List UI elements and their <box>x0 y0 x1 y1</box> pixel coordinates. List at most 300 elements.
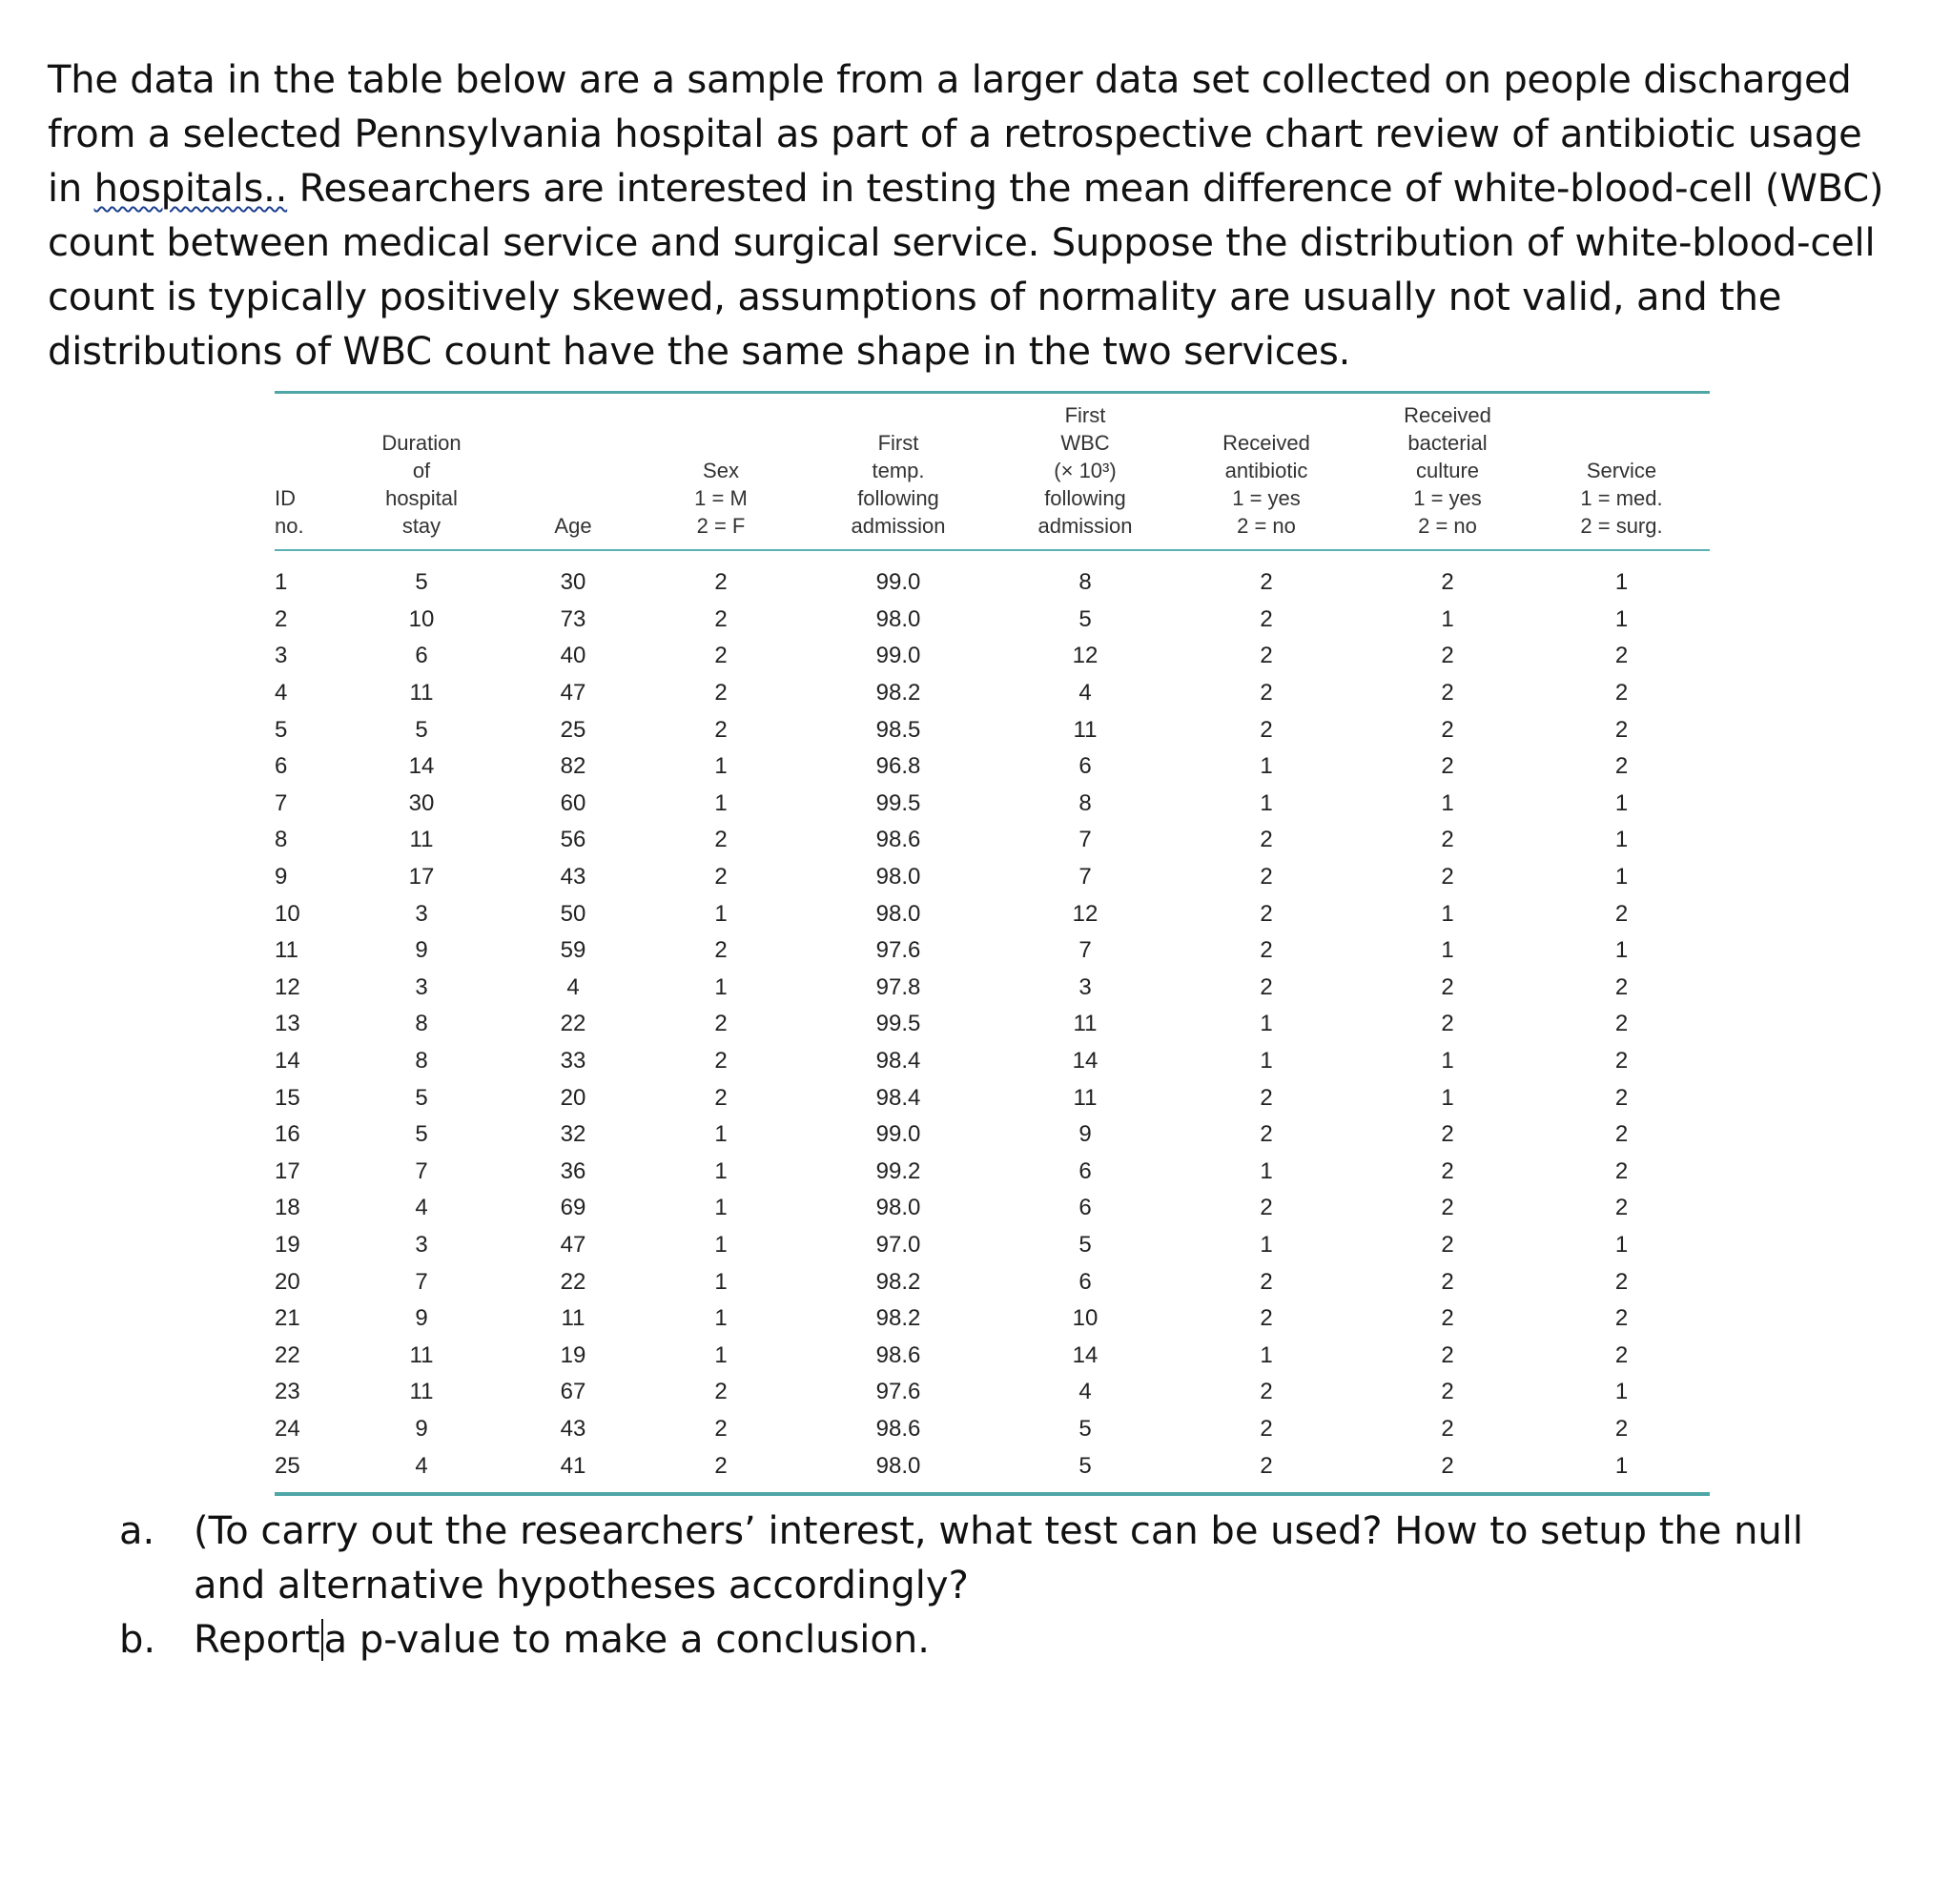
table-cell: 7 <box>415 1268 428 1295</box>
table-cell: 9 <box>415 937 428 964</box>
table-cell: 19 <box>560 1341 586 1368</box>
table-cell: 2 <box>1441 1011 1454 1037</box>
table-cell: 5 <box>415 1121 428 1148</box>
table-cell: 4 <box>275 680 288 706</box>
table-cell: 60 <box>560 789 586 816</box>
table-cell: 22 <box>275 1341 300 1368</box>
table-cell: 99.0 <box>875 1121 921 1148</box>
table-cell: 97.0 <box>875 1231 921 1258</box>
table-cell: 1 <box>1614 864 1629 891</box>
column-header-8 <box>1362 394 1533 549</box>
table-cell: 2 <box>1260 1195 1273 1221</box>
table-cell: 9 <box>415 1415 428 1442</box>
table-cell: 9 <box>275 864 288 891</box>
table-cell: 2 <box>1441 1415 1454 1442</box>
table-cell: 7 <box>415 1157 428 1184</box>
table-row <box>275 822 1710 859</box>
column-header-2 <box>341 394 502 549</box>
table-cell: 2 <box>1614 1305 1629 1332</box>
column-header-line: stay <box>401 514 442 538</box>
table-cell: 2 <box>1260 1121 1273 1148</box>
column-header-line: 2 = F <box>696 514 746 538</box>
table-row <box>275 711 1710 748</box>
table-cell: 11 <box>409 1341 434 1368</box>
table-cell: 1 <box>714 900 728 927</box>
column-header-line: Received <box>1222 431 1310 455</box>
table-row <box>275 932 1710 970</box>
question-list <box>119 1505 1883 1668</box>
table-cell: 2 <box>714 1011 728 1037</box>
text-cursor <box>321 1619 323 1661</box>
table-row <box>275 1337 1710 1374</box>
table-row <box>275 786 1710 823</box>
table-row <box>275 1411 1710 1448</box>
table-cell: 43 <box>560 864 586 891</box>
table-cell: 2 <box>1614 900 1629 927</box>
table-cell: 98.6 <box>875 827 921 853</box>
table-cell: 40 <box>560 643 586 669</box>
column-header-line: ID <box>275 486 296 510</box>
table-cell: 2 <box>1614 1157 1629 1184</box>
table-cell: 19 <box>275 1231 300 1258</box>
table-row <box>275 638 1710 675</box>
column-header-line: 1 = M <box>694 486 748 510</box>
table-row <box>275 1190 1710 1227</box>
table-cell: 2 <box>714 605 728 632</box>
table-cell: 1 <box>1441 900 1454 927</box>
table-cell: 2 <box>1441 753 1454 780</box>
column-header-line: 1 = yes <box>1232 486 1301 510</box>
table-cell: 59 <box>560 937 586 964</box>
table-row <box>275 675 1710 712</box>
table-cell: 11 <box>1073 1084 1098 1111</box>
table-row <box>275 1154 1710 1191</box>
table-cell: 97.6 <box>875 1379 921 1405</box>
table-cell: 7 <box>1078 864 1092 891</box>
table-cell: 2 <box>1614 1084 1629 1111</box>
table-cell: 2 <box>1614 973 1629 1000</box>
column-header-line: bacterial <box>1407 431 1488 455</box>
table-cell: 1 <box>1260 753 1273 780</box>
table-cell: 6 <box>1078 1268 1092 1295</box>
table-row <box>275 1006 1710 1043</box>
table-cell: 12 <box>1072 900 1099 927</box>
table-cell: 2 <box>1441 1231 1454 1258</box>
column-header-line: admission <box>1037 514 1133 538</box>
table-cell: 7 <box>1078 827 1092 853</box>
table-cell: 97.6 <box>875 937 921 964</box>
table-cell: 2 <box>714 827 728 853</box>
column-header-line: First <box>1064 403 1106 427</box>
table-cell: 6 <box>1078 1157 1092 1184</box>
table-cell: 98.4 <box>875 1084 921 1111</box>
table-cell: 2 <box>1441 1121 1454 1148</box>
table-cell: 2 <box>714 1048 728 1075</box>
table-cell: 98.0 <box>875 1195 921 1221</box>
table-cell: 3 <box>415 1231 428 1258</box>
table-cell: 2 <box>1260 827 1273 853</box>
table-cell: 2 <box>714 569 728 596</box>
column-header-line: Age <box>554 514 592 538</box>
column-header-line: 2 = no <box>1237 514 1296 538</box>
table-cell: 47 <box>560 680 586 706</box>
table-cell: 2 <box>1614 1195 1629 1221</box>
table-cell: 17 <box>275 1157 300 1184</box>
table-cell: 2 <box>1260 864 1273 891</box>
table-cell: 5 <box>415 569 428 596</box>
column-header-1 <box>275 394 341 549</box>
table-cell: 98.6 <box>875 1415 921 1442</box>
table-cell: 5 <box>1078 1231 1092 1258</box>
table-cell: 1 <box>1614 789 1629 816</box>
table-row <box>275 1300 1710 1338</box>
column-header-line: following <box>1044 486 1126 510</box>
table-cell: 14 <box>275 1048 300 1075</box>
table-cell: 98.2 <box>875 1268 921 1295</box>
table-cell: 2 <box>1614 716 1629 743</box>
table-cell: 1 <box>1614 1452 1629 1479</box>
table-cell: 2 <box>1614 680 1629 706</box>
table-cell: 2 <box>1614 1268 1629 1295</box>
column-header-line: Received <box>1404 403 1491 427</box>
table-cell: 16 <box>275 1121 300 1148</box>
question-a-text: (To carry out the researchers’ interest, what test can be used? How to setup the null and alternative hypotheses accordingly? <box>194 1509 1804 1607</box>
table-cell: 2 <box>1614 643 1629 669</box>
table-cell: 2 <box>1614 1341 1629 1368</box>
table-cell: 2 <box>1441 680 1454 706</box>
table-cell: 1 <box>1441 1084 1454 1111</box>
table-cell: 98.0 <box>875 605 921 632</box>
column-header-line: 2 = no <box>1418 514 1477 538</box>
table-cell: 12 <box>1072 643 1099 669</box>
table-cell: 20 <box>275 1268 300 1295</box>
table-cell: 1 <box>714 1305 728 1332</box>
table-cell: 1 <box>1441 937 1454 964</box>
table-cell: 2 <box>1260 643 1273 669</box>
column-header-5 <box>797 394 999 549</box>
table-cell: 82 <box>560 753 586 780</box>
table-cell: 98.0 <box>875 1452 921 1479</box>
column-header-6 <box>999 394 1171 549</box>
table-cell: 2 <box>714 937 728 964</box>
table-cell: 98.5 <box>875 716 921 743</box>
table-cell: 2 <box>1441 569 1454 596</box>
table-cell: 1 <box>1441 1048 1454 1075</box>
table-cell: 10 <box>275 900 300 927</box>
table-cell: 11 <box>561 1305 585 1332</box>
column-header-line: First <box>877 431 919 455</box>
table-cell: 11 <box>409 1379 434 1405</box>
column-header-line: Sex <box>703 459 739 482</box>
table-row <box>275 1447 1710 1492</box>
column-header-line: temp. <box>872 459 925 482</box>
table-cell: 69 <box>560 1195 586 1221</box>
table-cell: 6 <box>1078 1195 1092 1221</box>
table-cell: 36 <box>560 1157 586 1184</box>
table-row <box>275 1374 1710 1411</box>
table-cell: 1 <box>1260 1231 1273 1258</box>
intro-paragraph <box>48 53 1907 379</box>
column-header-line: 1 = med. <box>1580 486 1663 510</box>
table-cell: 18 <box>275 1195 300 1221</box>
table-cell: 17 <box>408 864 435 891</box>
table-cell: 7 <box>1078 937 1092 964</box>
table-cell: 2 <box>1441 1305 1454 1332</box>
table-cell: 2 <box>1614 1415 1629 1442</box>
table-cell: 50 <box>560 900 586 927</box>
table-cell: 1 <box>1614 1231 1629 1258</box>
table-cell: 2 <box>1441 1341 1454 1368</box>
table-cell: 1 <box>714 1341 728 1368</box>
column-header-line: Service <box>1586 459 1657 482</box>
table-cell: 41 <box>560 1452 586 1479</box>
table-cell: 5 <box>1078 1452 1092 1479</box>
table-cell: 11 <box>1073 716 1098 743</box>
table-cell: 2 <box>1260 1379 1273 1405</box>
table-cell: 11 <box>409 827 434 853</box>
table-cell: 21 <box>275 1305 300 1332</box>
table-cell: 4 <box>1078 1379 1092 1405</box>
table-cell: 1 <box>1260 1341 1273 1368</box>
table-cell: 98.0 <box>875 864 921 891</box>
table-cell: 2 <box>1260 1415 1273 1442</box>
table-cell: 1 <box>714 1157 728 1184</box>
table-cell: 23 <box>275 1379 300 1405</box>
column-header-line: Duration <box>381 431 462 455</box>
table-row <box>275 1043 1710 1080</box>
table-cell: 10 <box>408 605 435 632</box>
column-header-line: 1 = yes <box>1413 486 1482 510</box>
table-cell: 98.2 <box>875 1305 921 1332</box>
table-cell: 2 <box>714 716 728 743</box>
column-header-line: following <box>857 486 939 510</box>
table-cell: 14 <box>408 753 435 780</box>
table-cell: 2 <box>1614 1121 1629 1148</box>
table-cell: 12 <box>275 973 300 1000</box>
table-cell: 5 <box>1078 605 1092 632</box>
table-cell: 22 <box>560 1011 586 1037</box>
table-cell: 1 <box>1614 827 1629 853</box>
table-cell: 2 <box>1614 1048 1629 1075</box>
table-cell: 73 <box>560 605 586 632</box>
table-cell: 8 <box>1078 569 1092 596</box>
question-b-marker: b. <box>119 1618 156 1662</box>
table-cell: 4 <box>415 1452 428 1479</box>
table-cell: 2 <box>714 1415 728 1442</box>
column-header-3 <box>502 394 645 549</box>
table-cell: 3 <box>1078 973 1092 1000</box>
table-cell: 2 <box>275 605 288 632</box>
table-cell: 6 <box>275 753 288 780</box>
table-cell: 1 <box>714 973 728 1000</box>
table-body <box>275 551 1710 1492</box>
table-cell: 2 <box>1260 680 1273 706</box>
column-header-line: admission <box>851 514 946 538</box>
table-cell: 1 <box>1260 1048 1273 1075</box>
table-cell: 6 <box>415 643 428 669</box>
table-cell: 8 <box>415 1048 428 1075</box>
table-cell: 11 <box>1073 1011 1098 1037</box>
table-cell: 2 <box>1614 753 1629 780</box>
table-cell: 6 <box>1078 753 1092 780</box>
table-cell: 3 <box>275 643 288 669</box>
question-b-text-before: Report <box>194 1618 320 1662</box>
table-row <box>275 1116 1710 1154</box>
table-cell: 1 <box>1614 1379 1629 1405</box>
table-cell: 33 <box>560 1048 586 1075</box>
table-cell: 56 <box>560 827 586 853</box>
column-header-line: antibiotic <box>1224 459 1308 482</box>
table-cell: 96.8 <box>875 753 921 780</box>
table-cell: 20 <box>560 1084 586 1111</box>
table-cell: 2 <box>714 864 728 891</box>
table-row <box>275 1227 1710 1264</box>
table-row <box>275 895 1710 932</box>
table-cell: 2 <box>1441 973 1454 1000</box>
table-cell: 10 <box>1072 1305 1099 1332</box>
table-cell: 1 <box>1441 789 1454 816</box>
table-cell: 22 <box>560 1268 586 1295</box>
table-cell: 9 <box>415 1305 428 1332</box>
table-cell: 2 <box>1260 900 1273 927</box>
column-header-line: of <box>412 459 431 482</box>
table-cell: 99.5 <box>875 789 921 816</box>
table-cell: 1 <box>714 1231 728 1258</box>
table-cell: 1 <box>714 753 728 780</box>
column-header-line: culture <box>1415 459 1480 482</box>
table-cell: 2 <box>1260 716 1273 743</box>
table-cell: 2 <box>1441 716 1454 743</box>
table-cell: 4 <box>566 973 580 1000</box>
table-cell: 2 <box>714 680 728 706</box>
column-header-line: hospital <box>385 486 458 510</box>
table-cell: 9 <box>1078 1121 1092 1148</box>
question-b <box>119 1613 1883 1668</box>
table-cell: 14 <box>1072 1048 1099 1075</box>
table-cell: 2 <box>1441 1268 1454 1295</box>
table-cell: 1 <box>1614 569 1629 596</box>
question-a <box>119 1505 1883 1613</box>
table-cell: 1 <box>1614 605 1629 632</box>
spellcheck-underlined-word: hospitals.. <box>93 167 288 211</box>
table-cell: 30 <box>560 569 586 596</box>
table-cell: 25 <box>275 1452 300 1479</box>
table-cell: 2 <box>1441 1452 1454 1479</box>
table-row <box>275 602 1710 639</box>
table-cell: 2 <box>714 1379 728 1405</box>
table-cell: 1 <box>714 1121 728 1148</box>
column-header-line: WBC <box>1060 431 1110 455</box>
table-cell: 2 <box>1441 1157 1454 1184</box>
table-header-row <box>275 394 1710 549</box>
table-cell: 5 <box>415 1084 428 1111</box>
table-cell: 11 <box>409 680 434 706</box>
table-cell: 14 <box>1072 1341 1099 1368</box>
table-cell: 2 <box>1260 1084 1273 1111</box>
column-header-line: 2 = surg. <box>1580 514 1663 538</box>
table-cell: 1 <box>714 1268 728 1295</box>
table-cell: 2 <box>1260 973 1273 1000</box>
table-cell: 32 <box>560 1121 586 1148</box>
table-cell: 2 <box>1441 864 1454 891</box>
table-cell: 99.5 <box>875 1011 921 1037</box>
table-cell: 2 <box>1260 569 1273 596</box>
table-cell: 1 <box>1260 789 1273 816</box>
table-cell: 1 <box>714 1195 728 1221</box>
table-cell: 99.0 <box>875 643 921 669</box>
table-row <box>275 1079 1710 1116</box>
table-cell: 47 <box>560 1231 586 1258</box>
table-cell: 25 <box>560 716 586 743</box>
column-header-line: (× 10³) <box>1054 459 1117 482</box>
table-cell: 8 <box>415 1011 428 1037</box>
table-cell: 8 <box>275 827 288 853</box>
table-cell: 2 <box>1260 1305 1273 1332</box>
table-row <box>275 1263 1710 1300</box>
table-cell: 2 <box>1441 827 1454 853</box>
table-cell: 1 <box>1260 1157 1273 1184</box>
question-b-text-after: a p-value to make a conclusion. <box>323 1618 930 1662</box>
table-cell: 98.4 <box>875 1048 921 1075</box>
column-header-line: no. <box>275 514 304 538</box>
table-cell: 1 <box>275 569 288 596</box>
intro-text-1: The data in the table below are a sample from a larger data set collected on people discharged from a selected Pennsylvania hospital as part of a retrospective chart review of antibiotic usage in <box>48 58 1862 211</box>
table-cell: 11 <box>275 937 298 964</box>
table-cell: 30 <box>408 789 435 816</box>
table-cell: 2 <box>1441 1379 1454 1405</box>
data-table-container <box>275 391 1710 1496</box>
table-row <box>275 748 1710 786</box>
table-cell: 5 <box>275 716 288 743</box>
table-cell: 2 <box>1441 1195 1454 1221</box>
table-cell: 4 <box>415 1195 428 1221</box>
table-cell: 1 <box>1441 605 1454 632</box>
table-row <box>275 551 1710 602</box>
table-cell: 2 <box>1260 937 1273 964</box>
table-cell: 67 <box>560 1379 586 1405</box>
question-a-marker: a. <box>119 1509 155 1553</box>
table-cell: 3 <box>415 900 428 927</box>
table-cell: 1 <box>1260 1011 1273 1037</box>
column-header-9 <box>1533 394 1710 549</box>
table-cell: 98.6 <box>875 1341 921 1368</box>
table-cell: 98.0 <box>875 900 921 927</box>
table-cell: 2 <box>714 643 728 669</box>
table-cell: 24 <box>275 1415 300 1442</box>
table-cell: 8 <box>1078 789 1092 816</box>
table-row <box>275 970 1710 1007</box>
table-cell: 1 <box>1614 937 1629 964</box>
table-cell: 2 <box>1614 1011 1629 1037</box>
table-cell: 1 <box>714 789 728 816</box>
table-cell: 2 <box>1260 1452 1273 1479</box>
table-cell: 2 <box>1260 1268 1273 1295</box>
table-cell: 2 <box>714 1084 728 1111</box>
table-cell: 7 <box>275 789 288 816</box>
table-cell: 2 <box>714 1452 728 1479</box>
table-cell: 3 <box>415 973 428 1000</box>
table-cell: 2 <box>1441 643 1454 669</box>
column-header-4 <box>645 394 797 549</box>
hospital-data-table <box>275 394 1710 1492</box>
table-cell: 99.0 <box>875 569 921 596</box>
table-row <box>275 859 1710 896</box>
table-cell: 98.2 <box>875 680 921 706</box>
table-cell: 15 <box>275 1084 300 1111</box>
table-cell: 13 <box>275 1011 300 1037</box>
table-cell: 97.8 <box>875 973 921 1000</box>
table-cell: 43 <box>560 1415 586 1442</box>
